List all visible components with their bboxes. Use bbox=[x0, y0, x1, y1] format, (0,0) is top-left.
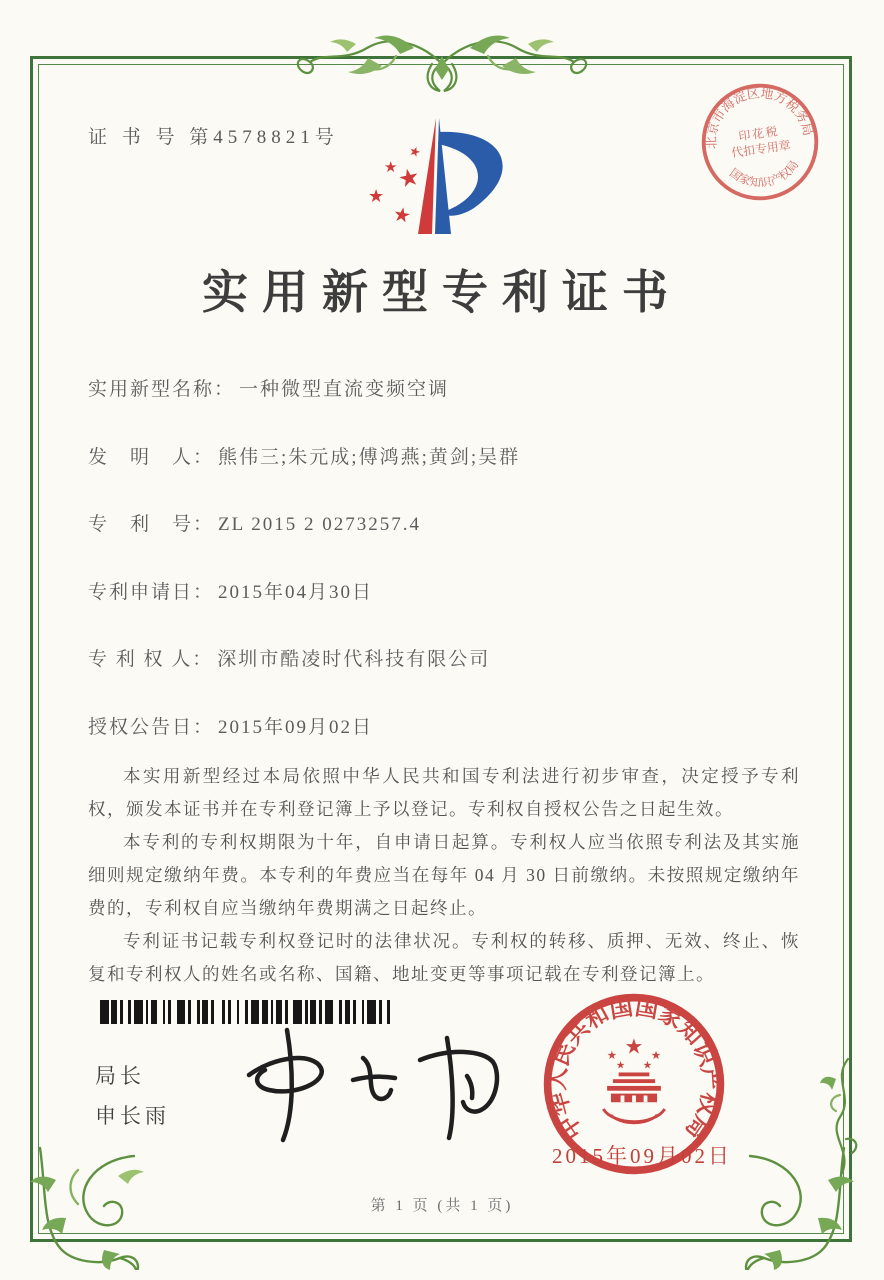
field-value: 深圳市酷凌时代科技有限公司 bbox=[217, 649, 491, 670]
signer-name: 申长雨 bbox=[95, 1104, 170, 1128]
field-label: 专利申请日： bbox=[88, 581, 215, 603]
legal-paragraph-1: 本实用新型经过本局依照中华人民共和国专利法进行初步审查，决定授予专利权，颁发本证书并在专利登记簿上予以登记。专利权自授权公告之日起生效。 bbox=[88, 766, 800, 819]
svg-text:★: ★ bbox=[606, 1050, 618, 1063]
field-label: 授权公告日： bbox=[88, 716, 215, 738]
field-value: 一种微型直流变频空调 bbox=[239, 379, 450, 400]
seal-date: 2015年09月02日 bbox=[552, 1144, 732, 1168]
field-label: 发 明 人： bbox=[88, 446, 215, 468]
certificate-title: 实用新型专利证书 bbox=[202, 267, 682, 318]
svg-text:★: ★ bbox=[384, 160, 398, 176]
field-value: 2015年04月30日 bbox=[218, 581, 374, 603]
svg-text:★: ★ bbox=[391, 203, 413, 229]
svg-text:★: ★ bbox=[642, 1060, 653, 1072]
svg-text:★: ★ bbox=[650, 1050, 662, 1063]
legal-text bbox=[88, 760, 800, 991]
cnipa-logo bbox=[348, 110, 556, 258]
field-inventors bbox=[88, 442, 808, 510]
legal-paragraph-3: 专利证书记载专利权登记时的法律状况。专利权的转移、质押、无效、终止、恢复和专利权人的姓名或名称、国籍、地址变更等事项记载在专利登记簿上。 bbox=[88, 931, 800, 984]
tax-stamp-seal bbox=[688, 70, 833, 215]
tax-seal-arc-bottom: 国家知识产权局 bbox=[727, 158, 802, 190]
logo-spire-red bbox=[418, 118, 436, 234]
page-footer: 第 1 页 (共 1 页) bbox=[370, 1198, 514, 1214]
svg-text:★: ★ bbox=[407, 142, 423, 161]
field-label: 专 利 号： bbox=[88, 514, 215, 535]
certificate-number: 证 书 号 第4578821号 bbox=[88, 127, 339, 148]
commissioner-signature bbox=[235, 1018, 505, 1146]
field-application-date bbox=[88, 577, 808, 645]
tax-seal-center-line2: 代扣专用章 bbox=[730, 137, 792, 161]
field-patent-name bbox=[88, 374, 808, 442]
field-value: 熊伟三;朱元成;傅鸿燕;黄剑;吴群 bbox=[218, 446, 521, 468]
national-emblem bbox=[603, 1034, 664, 1123]
field-label: 实用新型名称： bbox=[88, 379, 236, 400]
svg-text:★: ★ bbox=[395, 163, 423, 194]
svg-text:★: ★ bbox=[368, 186, 385, 206]
field-value: ZL 2015 2 0273257.4 bbox=[218, 514, 422, 535]
logo-stars bbox=[368, 143, 423, 228]
svg-text:★: ★ bbox=[624, 1034, 644, 1059]
svg-text:★: ★ bbox=[615, 1060, 626, 1072]
field-patentee bbox=[88, 644, 808, 712]
official-seal-ring-text: 中华人民共和国国家知识产权局 bbox=[543, 993, 725, 1145]
field-label: 专 利 权 人： bbox=[88, 649, 214, 670]
field-value: 2015年09月02日 bbox=[218, 716, 374, 738]
tax-seal-arc-top: 北京市海淀区地方税务局 bbox=[704, 86, 816, 150]
signer-block bbox=[95, 1056, 170, 1136]
tax-seal-center-line1: 印花税 bbox=[737, 124, 781, 144]
legal-paragraph-2: 本专利的专利权期限为十年，自申请日起算。专利权人应当依照专利法及其实施细则规定缴纳年费。本专利的年费应当在每年 04 月 30 日前缴纳。未按照规定缴纳年费的，专利权自应当缴纳年费期满之日起终止。 bbox=[88, 832, 800, 918]
signer-title: 局长 bbox=[95, 1064, 145, 1088]
field-patent-number bbox=[88, 509, 808, 577]
certificate-fields bbox=[88, 374, 808, 779]
